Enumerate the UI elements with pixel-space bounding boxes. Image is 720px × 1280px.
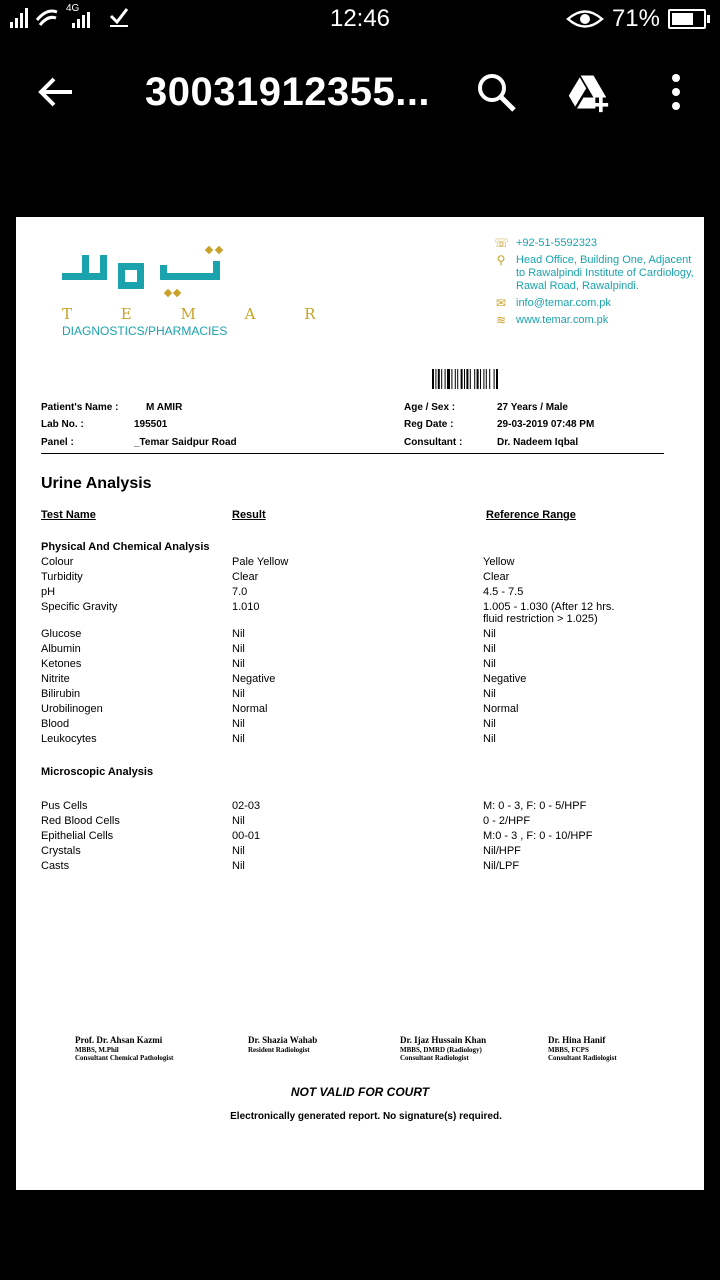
electronic-report-note: Electronically generated report. No signature(s) required. xyxy=(230,1111,502,1122)
cell-test: pH xyxy=(41,586,56,598)
reg-date: 29-03-2019 07:48 PM xyxy=(497,419,595,430)
status-bar xyxy=(0,0,720,38)
cell-result: Negative xyxy=(232,673,276,685)
document-title: 30031912355... xyxy=(145,70,431,114)
eye-icon xyxy=(566,8,604,30)
cell-range: Nil/LPF xyxy=(483,860,520,872)
cell-result: Nil xyxy=(232,860,245,872)
signatory-2 xyxy=(248,1035,317,1054)
cell-range: Nil xyxy=(483,688,496,700)
cell-test: Epithelial Cells xyxy=(41,830,114,842)
patient-name-label: Patient's Name : xyxy=(41,402,119,413)
signatory-name: Dr. Shazia Wahab xyxy=(248,1035,318,1045)
cell-result: Clear xyxy=(232,571,259,583)
panel-label: Panel : xyxy=(41,437,74,448)
more-vert-icon[interactable] xyxy=(654,68,698,116)
search-icon[interactable] xyxy=(474,68,518,116)
age-sex: 27 Years / Male xyxy=(497,402,568,413)
patient-name: M AMIR xyxy=(146,402,183,413)
cell-range: 1.005 - 1.030 (After 12 hrs. xyxy=(483,601,615,613)
cell-test: Leukocytes xyxy=(41,733,97,745)
cell-result: Nil xyxy=(232,658,245,670)
cell-result: 1.010 xyxy=(232,601,260,613)
cell-result: Nil xyxy=(232,845,245,857)
network-type-label: 4G xyxy=(66,3,80,14)
cell-range: Nil xyxy=(483,718,496,730)
signatory-role: Consultant Chemical Pathologist xyxy=(75,1054,174,1062)
cell-test: Bilirubin xyxy=(41,688,81,700)
signatory-3 xyxy=(400,1035,486,1062)
contact-email[interactable]: info@temar.com.pk xyxy=(516,297,611,309)
cell-test: Colour xyxy=(41,556,74,568)
signatory-degree: MBBS, FCPS xyxy=(548,1046,589,1054)
section-physical-chemical: Physical And Chemical Analysis xyxy=(41,541,210,553)
cell-range-continued: fluid restriction > 1.025) xyxy=(483,613,598,625)
cell-test: Crystals xyxy=(41,845,81,857)
contact-address: Head Office, Building One, Adjacent to Rawalpindi Institute of Cardiology, Rawal Road, Rawalpindi. xyxy=(516,254,694,292)
column-result: Result xyxy=(232,509,266,521)
signatory-role: Consultant Radiologist xyxy=(400,1054,469,1062)
location-pin-icon: ⚲ xyxy=(496,253,506,267)
cell-test: Specific Gravity xyxy=(41,601,118,613)
cell-result: 00-01 xyxy=(232,830,261,842)
brand-tagline: DIAGNOSTICS/PHARMACIES xyxy=(62,324,228,338)
signatory-degree: MBBS, DMRD (Radiology) xyxy=(400,1046,482,1054)
cell-test: Casts xyxy=(41,860,70,872)
cell-range: Clear xyxy=(483,571,510,583)
cell-test: Red Blood Cells xyxy=(41,815,120,827)
cell-range: Nil/HPF xyxy=(483,845,521,857)
cell-range: Nil xyxy=(483,733,496,745)
cell-result: 7.0 xyxy=(232,586,248,598)
signatory-name: Prof. Dr. Ahsan Kazmi xyxy=(75,1035,163,1045)
contact-phone[interactable]: +92-51-5592323 xyxy=(516,237,598,249)
cell-result: Nil xyxy=(232,643,245,655)
drive-add-icon[interactable] xyxy=(566,68,610,116)
cell-range: 0 - 2/HPF xyxy=(483,815,531,827)
clock: 12:46 xyxy=(329,5,391,32)
cell-test: Pus Cells xyxy=(41,800,88,812)
wifi-icon: ≋ xyxy=(495,313,507,327)
app-bar xyxy=(0,38,720,148)
contact-block xyxy=(494,237,694,331)
cell-range: Nil xyxy=(483,658,496,670)
cell-test: Albumin xyxy=(41,643,81,655)
cell-range: 4.5 - 7.5 xyxy=(483,586,524,598)
cell-result: Nil xyxy=(232,815,245,827)
back-arrow-icon[interactable] xyxy=(34,70,78,114)
cell-result: Nil xyxy=(232,733,245,745)
cell-test: Nitrite xyxy=(41,673,70,685)
cell-range: Negative xyxy=(483,673,527,685)
cell-range: Yellow xyxy=(483,556,515,568)
barcode-icon xyxy=(432,369,527,389)
signatory-degree: Resident Radiologist xyxy=(248,1046,310,1054)
contact-website[interactable]: www.temar.com.pk xyxy=(516,314,609,326)
battery-percent: 71% xyxy=(611,5,660,32)
report-page xyxy=(16,217,704,1190)
cell-test: Urobilinogen xyxy=(41,703,103,715)
section-microscopic: Microscopic Analysis xyxy=(41,766,154,778)
cell-result: 02-03 xyxy=(232,800,261,812)
cell-result: Pale Yellow xyxy=(232,556,289,568)
signatory-degree: MBBS, M.Phil xyxy=(75,1046,119,1054)
status-icons-right xyxy=(566,5,706,33)
panel-value: _Temar Saidpur Road xyxy=(134,437,237,448)
signatory-4 xyxy=(548,1035,617,1062)
lab-no-label: Lab No. : xyxy=(41,419,84,430)
reg-date-label: Reg Date : xyxy=(404,419,454,430)
signatory-1 xyxy=(75,1035,173,1062)
consultant: Dr. Nadeem Iqbal xyxy=(497,437,579,448)
cell-range: M:0 - 3 , F: 0 - 10/HPF xyxy=(483,830,593,842)
signatory-name: Dr. Ijaz Hussain Khan xyxy=(400,1035,487,1045)
age-sex-label: Age / Sex : xyxy=(404,402,456,413)
phone-icon: ☏ xyxy=(494,236,510,250)
mail-icon: ✉ xyxy=(495,296,507,310)
temar-logo-icon xyxy=(60,235,230,305)
cell-result: Normal xyxy=(232,703,268,715)
signatory-role: Consultant Radiologist xyxy=(548,1054,617,1062)
cell-range: Normal xyxy=(483,703,519,715)
report-title: Urine Analysis xyxy=(41,475,152,492)
lab-no: 195501 xyxy=(134,419,168,430)
cell-test: Turbidity xyxy=(41,571,83,583)
column-reference-range: Reference Range xyxy=(486,509,576,521)
brand-name: T E M A R xyxy=(62,305,338,323)
divider xyxy=(41,453,664,454)
cell-result: Nil xyxy=(232,688,245,700)
column-test-name: Test Name xyxy=(41,509,96,521)
cell-range: Nil xyxy=(483,628,496,640)
cell-test: Glucose xyxy=(41,628,82,640)
cell-test: Ketones xyxy=(41,658,82,670)
battery-level xyxy=(672,13,693,25)
cell-range: M: 0 - 3, F: 0 - 5/HPF xyxy=(483,800,587,812)
signatory-name: Dr. Hina Hanif xyxy=(548,1035,606,1045)
consultant-label: Consultant : xyxy=(404,437,463,448)
not-valid-notice: NOT VALID FOR COURT xyxy=(290,1085,430,1099)
cell-range: Nil xyxy=(483,643,496,655)
cell-result: Nil xyxy=(232,718,245,730)
cell-result: Nil xyxy=(232,628,245,640)
battery-icon xyxy=(668,9,706,29)
cell-test: Blood xyxy=(41,718,70,730)
